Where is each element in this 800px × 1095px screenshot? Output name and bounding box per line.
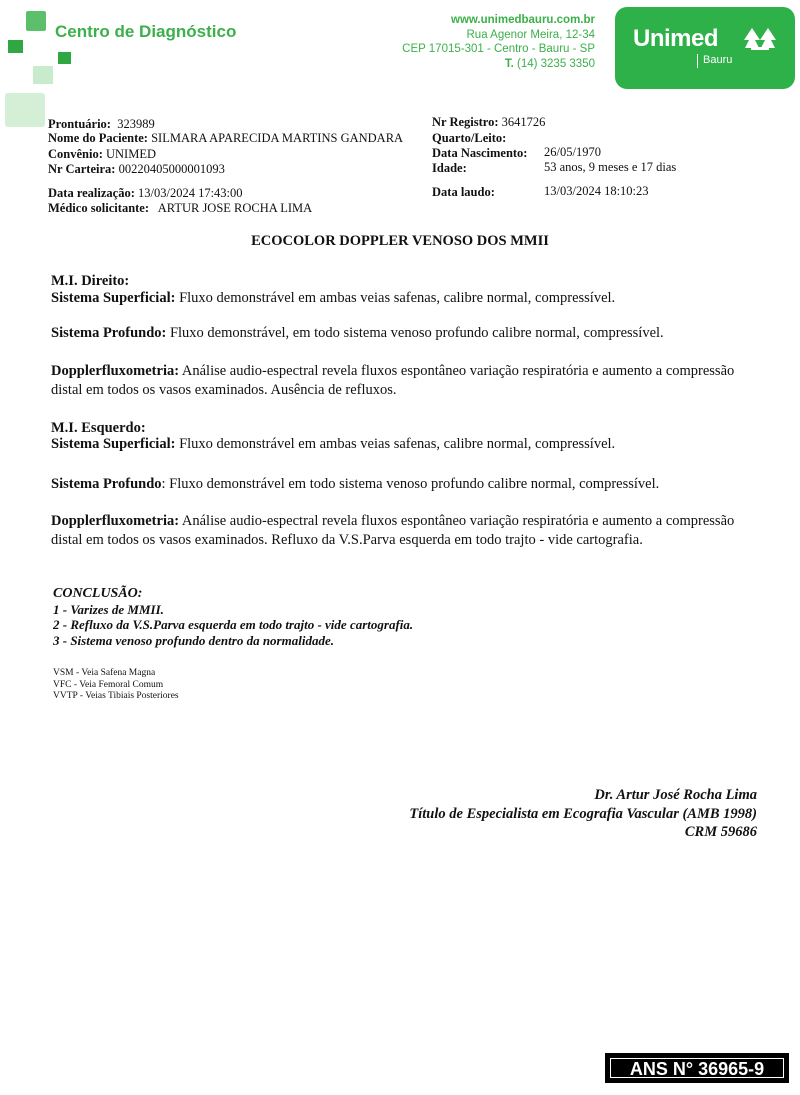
abbreviation-item: VSM - Veia Safena Magna: [53, 668, 156, 678]
right-profundo: [51, 324, 751, 343]
carteira-row: [48, 162, 225, 176]
idade-value: 53 anos, 9 meses e 17 dias: [544, 160, 677, 174]
phone-label: T.: [504, 57, 514, 70]
brand-title: Centro de Diagnóstico: [55, 22, 237, 41]
right-superficial-label: Sistema Superficial:: [51, 290, 176, 306]
right-superficial: [51, 289, 751, 308]
prontuario-row: [48, 117, 155, 131]
conclusion-title: CONCLUSÃO:: [53, 586, 143, 601]
patient-name-row: [48, 131, 403, 145]
idade-row: [432, 161, 467, 175]
laudo-label: Data laudo:: [432, 185, 495, 199]
contact-block: [402, 13, 595, 71]
left-superficial: [51, 435, 751, 454]
nascimento-label: Data Nascimento:: [432, 146, 528, 160]
conclusion-item: 2 - Refluxo da V.S.Parva esquerda em todo trajto - vide cartografia.: [53, 617, 414, 632]
carteira-value: 00220405000001093: [118, 162, 225, 176]
conclusion: [53, 586, 413, 648]
left-doppler: [51, 512, 751, 550]
medico-label: Médico solicitante:: [48, 201, 150, 215]
registro-row: [432, 115, 545, 129]
nascimento-value: 26/05/1970: [544, 145, 601, 159]
left-superficial-text: Fluxo demonstrável em ambas veias safenas, calibre normal, compressível.: [179, 436, 616, 452]
signature-block: [409, 786, 757, 842]
medico-row: [48, 201, 312, 215]
convenio-label: Convênio:: [48, 147, 103, 161]
exam-title: ECOCOLOR DOPPLER VENOSO DOS MMII: [251, 233, 549, 249]
left-profundo-text: : Fluxo demonstrável em todo sistema venoso profundo calibre normal, compressível.: [161, 476, 660, 492]
unimed-logo: [615, 7, 795, 89]
abbreviations: [53, 668, 179, 703]
conclusion-item: 1 - Varizes de MMII.: [53, 601, 164, 617]
carteira-label: Nr Carteira:: [48, 162, 116, 176]
abbreviation-item: VFC - Veia Femoral Comum: [53, 679, 164, 690]
left-doppler-label: Dopplerfluxometria:: [51, 513, 180, 529]
right-doppler-text: Análise audio-espectral revela fluxos espontâneo variação respiratória e aumento a compressão distal em todos os vasos examinados. Ausência de refluxos.: [51, 363, 735, 398]
laudo-row: [432, 185, 495, 199]
quarto-label: Quarto/Leito:: [432, 131, 507, 145]
left-superficial-label: Sistema Superficial:: [51, 436, 176, 452]
abbreviation-item: VVTP - Veias Tibiais Posteriores: [53, 691, 179, 701]
registro-label: Nr Registro:: [432, 115, 499, 129]
address-line-2: CEP 17015-301 - Centro - Bauru - SP: [402, 43, 595, 55]
right-superficial-text: Fluxo demonstrável em ambas veias safenas, calibre normal, compressível.: [179, 290, 616, 306]
realizacao-row: [48, 186, 243, 200]
nascimento-row: [432, 146, 527, 160]
phone-line: [402, 57, 595, 72]
unimed-tree-icon: [743, 26, 777, 52]
signature-crm: CRM 59686: [684, 824, 757, 840]
idade-label: Idade:: [432, 161, 467, 175]
convenio-value: UNIMED: [106, 147, 156, 161]
medico-value: ARTUR JOSE ROCHA LIMA: [157, 201, 313, 215]
realizacao-value: 13/03/2024 17:43:00: [138, 186, 243, 200]
left-limb-heading: M.I. Esquerdo:: [51, 420, 146, 436]
ans-text: ANS N° 36965-9: [610, 1058, 784, 1078]
realizacao-label: Data realização:: [48, 186, 135, 200]
right-doppler: [51, 362, 751, 400]
quarto-row: [432, 131, 506, 145]
prontuario-label: Prontuário:: [48, 117, 111, 131]
logo-name: Unimed: [633, 25, 719, 52]
right-doppler-label: Dopplerfluxometria:: [51, 363, 180, 379]
signature-name: Dr. Artur José Rocha Lima: [594, 787, 757, 803]
signature-title: Título de Especialista em Ecografia Vascular (AMB 1998): [409, 805, 757, 822]
phone-number: (14) 3235 3350: [516, 57, 595, 70]
address-line-1: Rua Agenor Meira, 12-34: [466, 28, 595, 41]
left-profundo: [51, 475, 751, 494]
right-profundo-label: Sistema Profundo:: [51, 325, 167, 341]
right-limb-heading: M.I. Direito:: [51, 273, 130, 289]
left-doppler-text: Análise audio-espectral revela fluxos espontâneo variação respiratória e aumento a compressão distal em todos os vasos examinados. Refluxo da V.S.Parva esquerda em todo trajto - vide cartografia.: [51, 513, 735, 548]
laudo-value: 13/03/2024 18:10:23: [544, 184, 649, 198]
logo-divider: [697, 54, 698, 68]
patient-name-label: Nome do Paciente:: [48, 131, 148, 145]
logo-sub: Bauru: [703, 54, 733, 66]
ans-badge: [605, 1053, 789, 1083]
registro-value: 3641726: [501, 115, 546, 129]
left-profundo-label: Sistema Profundo: [51, 476, 162, 492]
convenio-row: [48, 147, 156, 161]
right-profundo-text: Fluxo demonstrável, em todo sistema venoso profundo calibre normal, compressível.: [169, 325, 664, 341]
patient-name-value: SILMARA APARECIDA MARTINS GANDARA: [151, 131, 404, 145]
prontuario-value: 323989: [117, 117, 155, 131]
website-link[interactable]: www.unimedbauru.com.br: [451, 14, 595, 26]
conclusion-item: 3 - Sistema venoso profundo dentro da normalidade.: [53, 632, 334, 648]
